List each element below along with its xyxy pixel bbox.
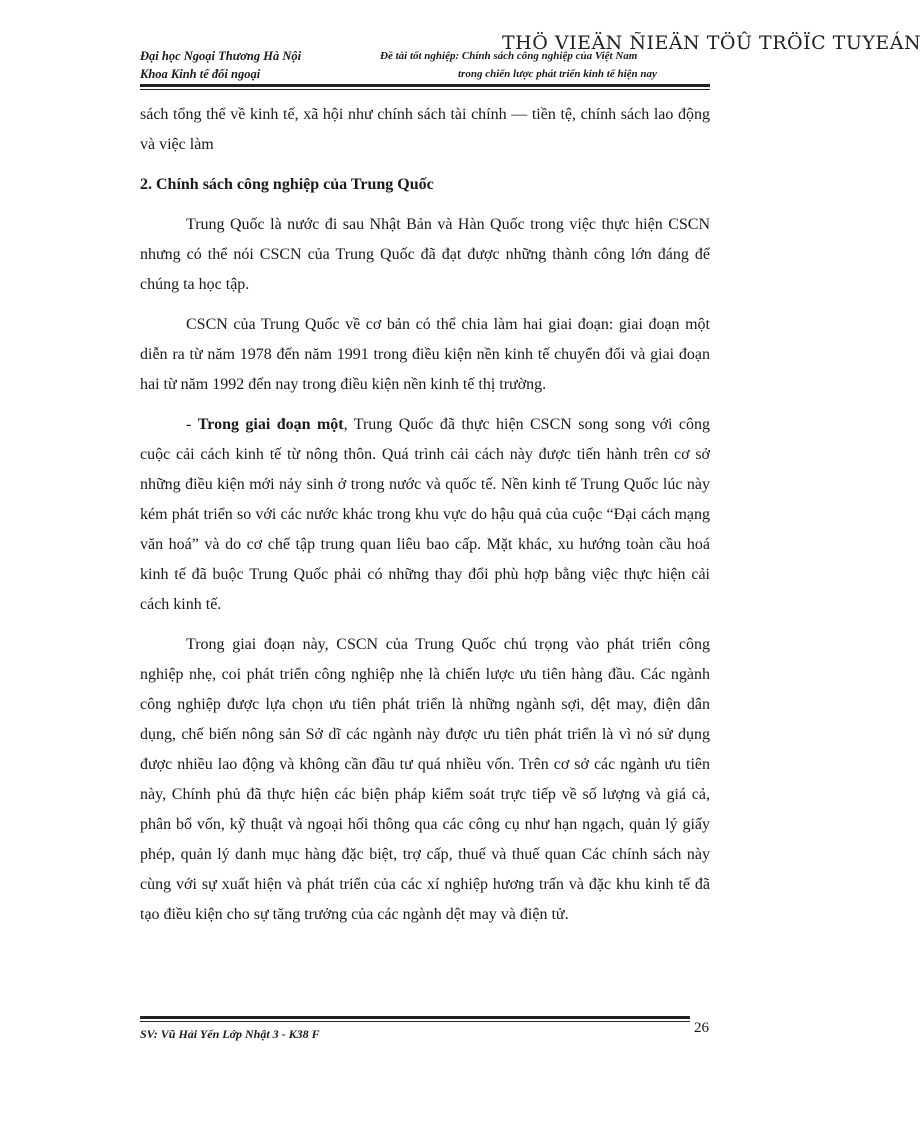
paragraph-3-bold-lead: Trong giai đoạn một <box>197 416 344 433</box>
header-institution <box>140 47 301 83</box>
paragraph-continued: sách tổng thể về kinh tế, xã hội như chính sách tài chính — tiền tệ, chính sách lao động và việc làm <box>140 106 710 153</box>
page-number: 26 <box>694 1020 709 1036</box>
footer-author: SV: Vũ Hải Yến Lớp Nhật 3 - K38 F <box>140 1027 320 1041</box>
header-thesis-title <box>380 47 710 83</box>
faculty-name: Khoa Kinh tế đối ngoại <box>140 67 261 81</box>
paragraph-1: Trung Quốc là nước đi sau Nhật Bản và Hàn Quốc trong việc thực hiện CSCN nhưng có thể nói CSCN của Trung Quốc đã đạt được những thành công lớn đáng để chúng ta học tập. <box>140 216 710 293</box>
footer-divider <box>140 1016 690 1022</box>
header-divider <box>140 84 710 90</box>
paragraph-3-dash: - <box>186 416 198 433</box>
paragraph-3-text: , Trung Quốc đã thực hiện CSCN song song với công cuộc cải cách kinh tế từ nông thôn. Quá trình cải cách này được tiến hành trên cơ sở những điều kiện mới nảy sinh ở trong nước và quốc tế. Nền kinh tế Trung Quốc lúc này kém phát triển so với các nước khác trong khu vực do hậu quả của cuộc “Đại cách mạng văn hoá” và do cơ chế tập trung quan liêu bao cấp. Mặt khác, xu hướng toàn cầu hoá kinh tế đã buộc Trung Quốc phải có những thay đổi phù hợp bằng việc thực hiện cải cách kinh tế. <box>140 416 711 613</box>
page-body <box>140 100 710 940</box>
thesis-title-line2: trong chiến lược phát triển kinh tế hiện nay <box>458 68 657 80</box>
paragraph-4: Trong giai đoạn này, CSCN của Trung Quốc chú trọng vào phát triển công nghiệp nhẹ, coi phát triển công nghiệp nhẹ là chiến lược ưu tiên hàng đầu. Các ngành công nghiệp được lựa chọn ưu tiên phát triển là những ngành sợi, dệt may, điện dân dụng, chế biến nông sản Sở dĩ các ngành này được ưu tiên phát triển là vì nó sử dụng được nhiều lao động và không cần đầu tư quá nhiều vốn. Trên cơ sở các ngành ưu tiên này, Chính phủ đã thực hiện các biện pháp kiểm soát trực tiếp về số lượng và giá cả, phân bổ vốn, kỹ thuật và ngoại hối thông qua các công cụ như hạn ngạch, quản lý giấy phép, quản lý danh mục hàng đặc biệt, trợ cấp, thuế và thuế quan Các chính sách này cùng với sự xuất hiện và phát triển của các xí nghiệp hương trấn và đặc khu kinh tế đã tạo điều kiện cho sự tăng trưởng của các ngành dệt may và điện tử. <box>140 636 710 923</box>
library-watermark: THÖ VIEÄN ÑIEÄN TÖÛ TRÖÏC TUYEÁN <box>502 32 921 54</box>
paragraph-3 <box>140 410 710 620</box>
paragraph-2: CSCN của Trung Quốc về cơ bản có thể chia làm hai giai đoạn: giai đoạn một diễn ra từ năm 1978 đến năm 1991 trong điều kiện nền kinh tế chuyển đổi và giai đoạn hai từ năm 1992 đến nay trong điều kiện nền kinh tế thị trường. <box>140 316 710 393</box>
thesis-title-line1: Đề tài tốt nghiệp: Chính sách công nghiệp của Việt Nam <box>380 50 638 62</box>
university-name: Đại học Ngoại Thương Hà Nội <box>140 49 302 63</box>
section-heading: 2. Chính sách công nghiệp của Trung Quốc <box>140 176 434 193</box>
